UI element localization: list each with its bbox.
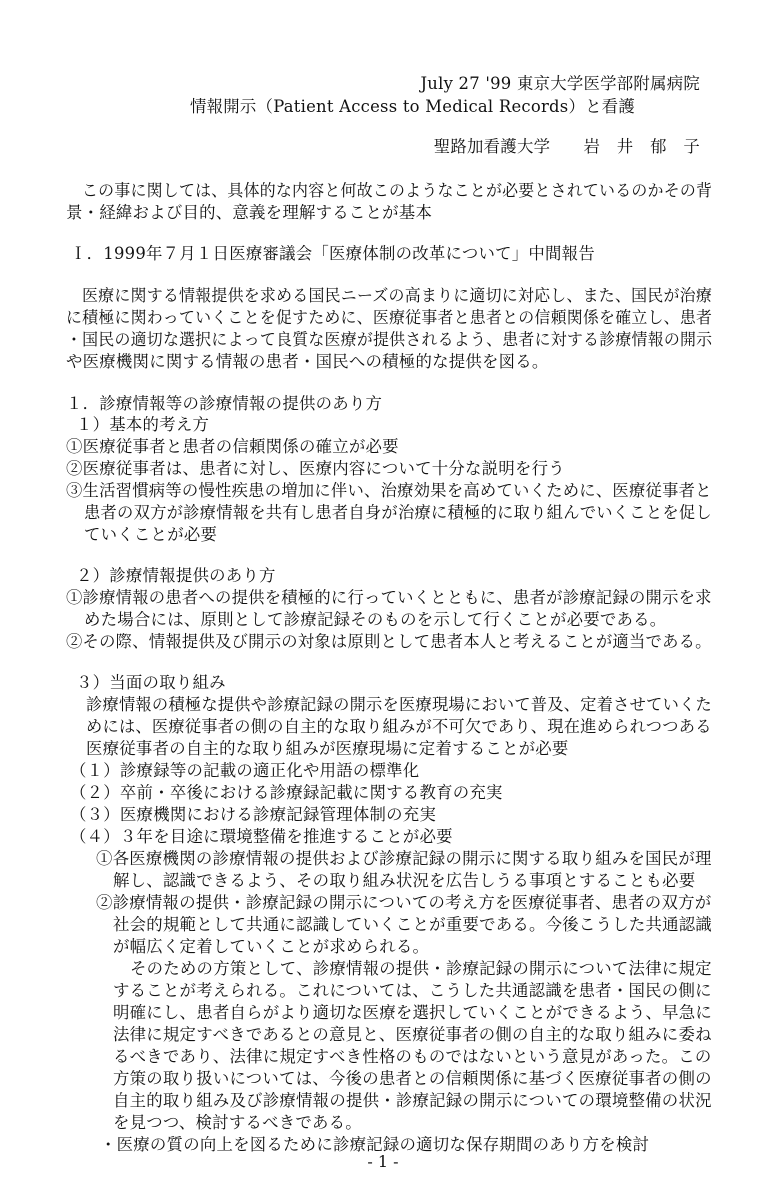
- current-lead-line: 医療従事者の自主的な取り組みが医療現場に定着することが必要: [86, 739, 569, 758]
- sub-item: ①各医療機関の診療情報の提供および診療記録の開示に関する取り組みを国民が理: [96, 849, 712, 868]
- provision-item-cont: めた場合には、原則として診療記録そのものを示して行くことが必要である。: [84, 610, 667, 629]
- sub-item-para: そのための方策として、診療情報の提供・診療記録の開示について法律に規定: [130, 959, 712, 978]
- subsection-heading: １．診療情報等の診療情報の提供のあり方: [66, 394, 383, 413]
- summary-line: に積極に関わっていくことを促すために、医療従事者と患者との信頼関係を確立し、患者: [66, 308, 713, 327]
- date-line: July 27 '99 東京大学医学部附属病院: [420, 74, 700, 93]
- sub-item-cont: を見つつ、検討するべきである。: [113, 1113, 362, 1132]
- document-title: 情報開示（Patient Access to Medical Records）と看護: [190, 97, 636, 116]
- sub-item-cont: 方策の取り扱いについては、今後の患者との信頼関係に基づく医療従事者の側の: [113, 1069, 712, 1088]
- basic-item-cont: ていくことが必要: [84, 525, 218, 544]
- sub-item-cont: が幅広く定着していくことが求められる。: [113, 937, 430, 956]
- sub-item-cont: 社会的規範として共通に認識していくことが重要である。今後こうした共通認識: [113, 915, 713, 934]
- sub-item-cont: るべきであり、法律に規定すべき性格のものではないという意見があった。この: [113, 1047, 712, 1066]
- basic-heading: １）基本的考え方: [76, 415, 210, 434]
- numbered-item: （３）医療機関における診療記録管理体制の充実: [70, 805, 437, 824]
- numbered-item: （１）診療録等の記載の適正化や用語の標準化: [70, 761, 420, 780]
- sub-item-cont: することが考えられる。これについては、こうした共通認識を患者・国民の側に: [113, 981, 712, 1000]
- basic-item: ①医療従事者と患者の信頼関係の確立が必要: [66, 437, 399, 456]
- sub-item-cont: 解し、認識できるよう、その取り組み状況を広告しうる事項とすることも必要: [113, 871, 696, 890]
- intro-line: 景・経緯および目的、意義を理解することが基本: [66, 203, 433, 222]
- basic-item-cont: 患者の双方が診療情報を共有し患者自身が治療に積極的に取り組んでいくことを促し: [84, 503, 712, 522]
- basic-item: ②医療従事者は、患者に対し、医療内容について十分な説明を行う: [66, 459, 565, 478]
- current-heading: ３）当面の取り組み: [76, 673, 226, 692]
- sub-item-cont: 法律に規定すべきであるとの意見と、医療従事者の側の自主的な取り組みに委ね: [113, 1025, 712, 1044]
- summary-line: 医療に関する情報提供を求める国民ニーズの高まりに適切に対応し、また、国民が治療: [82, 286, 713, 305]
- summary-line: ・国民の適切な選択によって良質な医療が提供されるよう、患者に対する診療情報の開示: [66, 330, 713, 349]
- author-line: 聖路加看護大学 岩 井 郁 子: [433, 137, 700, 156]
- numbered-item: （４）３年を目途に環境整備を推進することが必要: [70, 827, 453, 846]
- provision-item: ①診療情報の患者への提供を積極的に行っていくとともに、患者が診療記録の開示を求: [66, 588, 712, 607]
- summary-line: や医療機関に関する情報の患者・国民への積極的な提供を図る。: [66, 352, 549, 371]
- numbered-item: （２）卒前・卒後における診療録記載に関する教育の充実: [70, 783, 503, 802]
- bullet-item: ・医療の質の向上を図るために診療記録の適切な保存期間のあり方を検討: [100, 1135, 650, 1154]
- basic-item: ③生活習慣病等の慢性疾患の増加に伴い、治療効果を高めていくために、医療従事者と: [66, 481, 712, 500]
- page-number: - 1 -: [367, 1152, 399, 1171]
- sub-item-cont: 明確にし、患者自らがより適切な医療を選択していくことができるよう、早急に: [113, 1003, 713, 1022]
- provision-heading: ２）診療情報提供のあり方: [76, 566, 276, 585]
- current-lead-line: 診療情報の積極な提供や診療記録の開示を医療現場において普及、定着させていくた: [86, 695, 713, 714]
- provision-item: ②その際、情報提供及び開示の対象は原則として患者本人と考えることが適当である。: [66, 632, 712, 651]
- current-lead-line: めには、医療従事者の側の自主的な取り組みが不可欠であり、現在進められつつある: [86, 717, 712, 736]
- sub-item-cont: 自主的取り組み及び診療情報の提供・診療記録の開示についての環境整備の状況: [113, 1091, 712, 1110]
- sub-item: ②診療情報の提供・診療記録の開示についての考え方を医療従事者、患者の双方が: [96, 893, 712, 912]
- section-heading: Ｉ．1999年７月１日医療審議会「医療体制の改革について」中間報告: [70, 244, 595, 263]
- intro-line: この事に関しては、具体的な内容と何故このようなことが必要とされているのかその背: [82, 181, 713, 200]
